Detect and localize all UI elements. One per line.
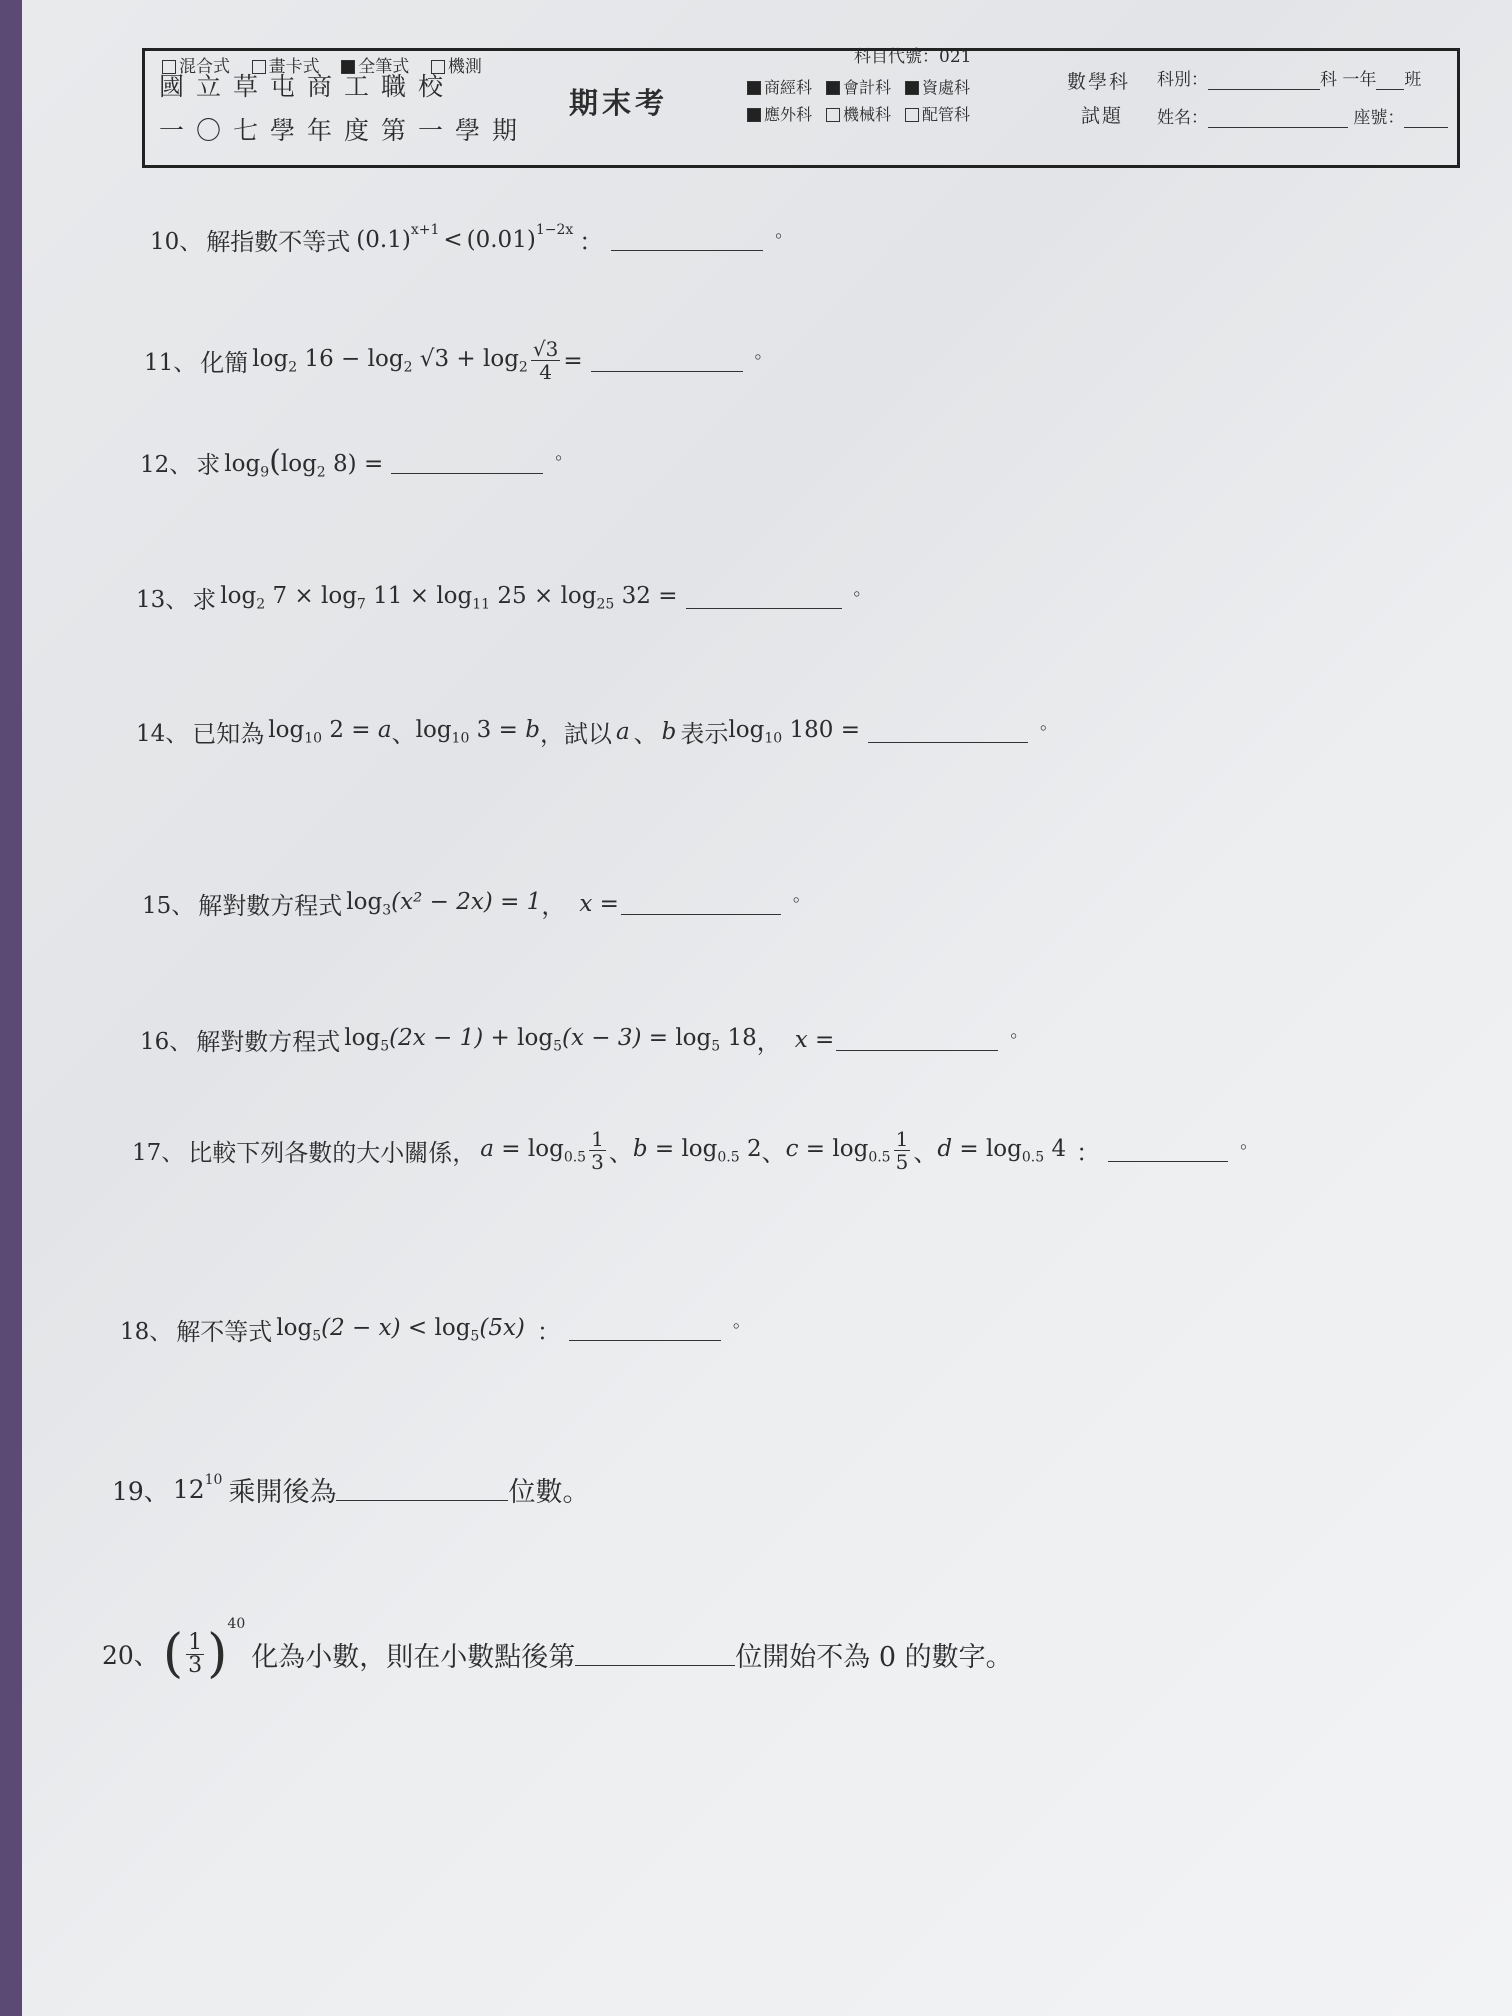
dept-blank[interactable] <box>1208 69 1320 90</box>
answer-blank-20[interactable] <box>575 1643 735 1666</box>
question-15: 15、 解對數方程式 $\log_3(x^2 - 2x) = 1$ ， x = 。 <box>142 884 811 920</box>
checkbox-dept <box>905 81 919 95</box>
exam-type: 期末考 <box>569 86 669 120</box>
answer-blank-18[interactable] <box>569 1318 721 1341</box>
question-12: 12、 求 $\log_9(\log_2$ 8) = 。 <box>140 443 574 481</box>
name-seat-line: 姓名： 座號： <box>1157 103 1448 128</box>
question-13: 13、 求 $\log_2 7 \times \log_7 11 \times \log_{11} 25 \times \log_{25} 32$ = 。 <box>136 578 872 614</box>
question-17: 17、 比較下列各數的大小關係， $a = \log_{0.5}$ $\frac{1}{3}$ 、 $b = \log_{0.5} 2$ 、 $c = \log_{0.5}$ $\frac{1}{5}$ 、 $d = \log_{0.5} 4$ ： 。 <box>132 1127 1259 1174</box>
department-checkboxes: 商經科 會計科 資處科 應外科 機械科 配管科 <box>747 75 1047 125</box>
answer-blank-15[interactable] <box>621 892 781 915</box>
question-11: 11、 化簡 $\log_2 16 - \log_2 √3 + \log_2$ $\frac{√3}{4}$ = 。 <box>144 337 773 384</box>
left-paren: ( <box>162 1624 184 1684</box>
checkbox-dept <box>826 108 840 122</box>
subject-code: 科目代號：021 <box>854 47 972 67</box>
fraction: $\frac{1}{3}$ <box>591 1127 604 1174</box>
checkbox-dept <box>826 81 840 95</box>
answer-blank-16[interactable] <box>836 1028 998 1051</box>
subject-subtitle: 試題 <box>1081 105 1124 127</box>
answer-blank-17[interactable] <box>1108 1139 1228 1162</box>
fraction: $\frac{1}{5}$ <box>895 1127 909 1174</box>
question-19: 19、 12 $^{10}$ 乘開後為 位數。 <box>112 1471 590 1508</box>
school-name: 國立草屯商工職校 <box>159 72 456 101</box>
answer-blank-19[interactable] <box>336 1478 508 1501</box>
answer-blank-13[interactable] <box>686 586 842 609</box>
fraction: $\frac{1}{3}$ <box>188 1629 203 1678</box>
question-10: 10、 解指數不等式 (0.1) $^{x+1}$ < (0.01) $^{1-2x}$ ： 。 <box>150 220 794 256</box>
question-16: 16、 解對數方程式 $\log_5(2x - 1) + \log_5(x - 3) = \log_5 18$ ， x = 。 <box>140 1020 1029 1056</box>
answer-blank-11[interactable] <box>591 349 743 372</box>
subject-title: 數學科 <box>1067 71 1131 93</box>
semester: 一〇七學年度第一學期 <box>159 116 530 145</box>
fraction: $\frac{√3}{4}$ <box>532 337 559 384</box>
answer-blank-10[interactable] <box>611 228 763 251</box>
question-18: 18、 解不等式 $\log_5(2 - x) < \log_5(5x)$ ： 。 <box>120 1310 751 1346</box>
header-box <box>142 48 1460 168</box>
checkbox-dept <box>905 108 919 122</box>
answer-blank-12[interactable] <box>391 451 543 474</box>
answer-blank-14[interactable] <box>868 720 1028 743</box>
exam-paper <box>22 0 1512 2016</box>
answer-format-options: 混合式 畫卡式 全筆式 機測 <box>162 52 482 77</box>
seat-blank[interactable] <box>1404 107 1448 128</box>
question-14: 14、 已知為 $\log_{10} 2 = a$ 、 $\log_{10} 3 = b$ ，試以 a 、 b 表示 $\log_{10} 180$ = 。 <box>136 712 1058 748</box>
question-20: 20、 ( $\frac{1}{3}$ ) $^{40}$ 化為小數，則在小數點後第 位開始不為 0 的數字。 <box>102 1616 1013 1684</box>
right-paren: ) <box>207 1624 228 1684</box>
name-blank[interactable] <box>1208 107 1348 128</box>
dept-class-line: 科別： 科 一年 班 <box>1157 70 1422 90</box>
checkbox-dept <box>747 81 761 95</box>
checkbox-dept <box>747 108 761 122</box>
class-blank[interactable] <box>1376 69 1404 90</box>
